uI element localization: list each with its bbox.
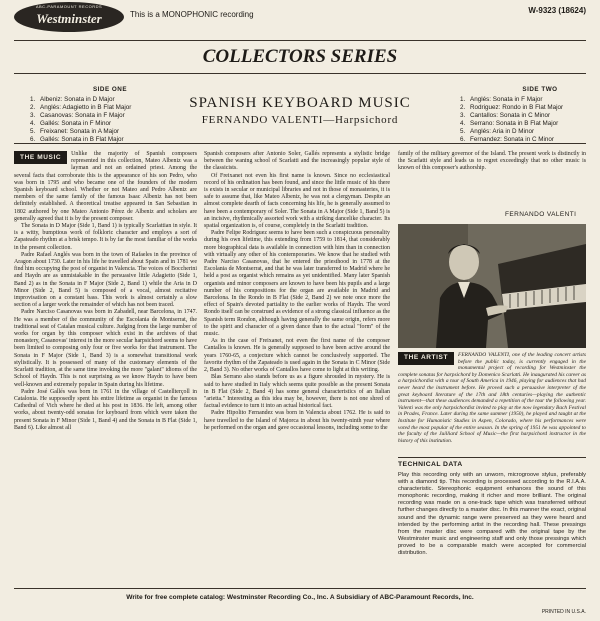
side-two-list <box>460 86 600 144</box>
notes-paragraph: Padre José Gallés was born in 1761 in the village of Castellterçoll in Catalonia. He supposedly spent his entire lifetime as organist in the famous Cathedral of Vich where he died at his post in 1836. He left, among other works, about twenty-odd sonatas for keyboard from which were taken the present Sonata in F Minor (Side 1, Band 4) and the Sonata in B Flat (Side 1, Band 6). Like almost all <box>14 388 197 431</box>
track-number: 5. <box>30 128 36 135</box>
notes-author-credit: FERNANDO VALENTI <box>505 211 577 218</box>
artist-bio-text: FERNANDO VALENTI, one of the leading concert artists before the public today, is currently engaged in the monumental project of recording for Westminster the complete sonatas for harpsichord by Domenico Scarlatti. He inaugurated his career as a harpsichordist with a tour of South America in 1946, playing for audiences that had never heard the instrument before. He proved such a persuasive interpreter of the great keyboard literature of the 17th and 18th centuries—playing the authentic instrument—that these audiences demanded a repetition of the tour the following year. Valenti was the only harpsichordist invited to play at the now legendary Bach Festival in Prades, France. Later during the same summer (1950), he played and taught at the Institute for Humanistic Studies in Aspen, Colorado, where his performances were voted the most popular of the entire season. In the spring of 1951 he was appointed to the faculty of the Juilliard School of Music—the first harpsichord instructor in the history of this institution. <box>398 352 586 444</box>
track-item <box>460 128 600 136</box>
notes-paragraph: Padre Rafael Anglés was born in the town of Rafaeles in the province of Aragon about 1730. Later in his life he travelled about Spain and in 1781 we find him occupying the post of organist in Valencia. The voices of Boccherini and Haydn are as unmistakable in the persuasive little Adagietto (Side 1, Band 2) as in the Sonata in F Major (Side 2, Band 1) while the Aria in D Minor (Side 2, Band 5) is composed of a vocal, almost recitative improvisation on a constant bass. This work is almost certainly a slow section of a larger work the remainder of which has not been traced. <box>14 251 197 309</box>
track-title: Anglés: Sonata in F Major <box>470 96 543 103</box>
track-number: 5. <box>460 128 466 135</box>
artist-bio <box>398 352 586 444</box>
track-number: 4. <box>460 120 466 127</box>
notes-paragraph: Padre Narciso Casanovas was born in Zabadell, near Barcelona, in 1747. He was a member of the community of the Escolania de Montserrat, the traditional seat of Catalan musical culture. Judging from the large number of works for organ by this composer which exist in the archives of that monastery, Casanovas' interest in the more secular harpsichord seems to have been limited to composing only four or five works for that instrument. The Sonata in F Major (Side 1, Band 3) is a somewhat transitional work stylistically. It is possessed of many of the customary elements of the Scarlatti tradition, at the same time invoking the more "galant" idioms of the School of Haydn. This is not surprising as we know Haydn to have been well-known and extremely popular in Spain during his lifetime. <box>14 309 197 388</box>
technical-data-heading: TECHNICAL DATA <box>398 461 463 468</box>
printed-in-usa: PRINTED IN U.S.A. <box>541 609 586 615</box>
side-one-heading: SIDE ONE <box>92 86 128 93</box>
monophonic-note: This is a MONOPHONIC recording <box>130 10 254 19</box>
catalog-number: W-9323 (18624) <box>528 6 586 15</box>
track-title: Anglés: Adagietto in B Flat Major <box>40 104 132 111</box>
track-title: Serrano: Sonata in B Flat Major <box>470 120 559 127</box>
header-rule-bottom <box>14 73 586 74</box>
series-title: COLLECTORS SERIES <box>202 46 398 67</box>
track-number: 2. <box>30 104 36 111</box>
track-title: Gallés: Sonata in B Flat Major <box>40 136 124 143</box>
technical-rule <box>398 457 586 458</box>
music-notes-column-3 <box>398 151 586 173</box>
album-title: SPANISH KEYBOARD MUSIC <box>189 95 411 111</box>
track-title: Freixanet: Sonata in A Major <box>40 128 120 135</box>
track-item <box>30 96 190 104</box>
track-item <box>30 104 190 112</box>
track-item <box>460 96 600 104</box>
track-number: 6. <box>460 136 466 143</box>
section-rule <box>14 143 586 144</box>
track-number: 1. <box>30 96 36 103</box>
notes-paragraph: Padre Hipolito Fernandez was born in Valencia about 1762. He is said to have travelled to the Island of Majorca in about his twenty-ninth year where he performed on the organ and gave occasional lessons, including some to the <box>204 410 390 431</box>
notes-paragraph: The Sonata in D Major (Side 1, Band 1) is typically Scarlattian in style. It is a witty, bumptious work of folkloric character and employs a sort of Zapateado rhythm at a brisk tempo. It is by far the most familiar of the works in the present collection. <box>14 223 197 251</box>
harpsichordist-photo-icon <box>398 224 586 348</box>
side-two-heading: SIDE TWO <box>522 86 558 93</box>
notes-paragraph: As in the case of Freixanet, not even the first name of the composer Cantallos is known. He is generally supposed to have been active around the years 1760-65, a conjecture which cannot be conclusively supported. The favorite rhythm of the Zapateado is used again in the Sonata in C Minor (Side 2, Band 3). No other works of Cantallos have come to light at this writing. <box>204 338 390 374</box>
track-title: Rodriguez: Rondo in B Flat Major <box>470 104 564 111</box>
track-number: 3. <box>30 112 36 119</box>
track-item <box>460 104 600 112</box>
the-music-label: THE MUSIC <box>14 151 67 164</box>
track-title: Fernandez: Sonata in C Minor <box>470 136 555 143</box>
music-notes-column-2 <box>204 151 390 432</box>
track-number: 3. <box>460 112 466 119</box>
header-rule-top <box>14 40 586 41</box>
track-item <box>460 120 600 128</box>
track-item <box>30 120 190 128</box>
track-title: Albeniz: Sonata in D Major <box>40 96 115 103</box>
westminster-logo <box>14 2 124 32</box>
track-title: Cantallos: Sonata in C Minor <box>470 112 551 119</box>
notes-paragraph: Blas Serrano also stands before us as a figure shrouded in mystery. He is said to have studied in Italy which seems quite possible as the present Sonata in B Flat (Side 2, Band 4) has some general characteristics of an Italian "arietta." Interesting as this idea may be, however, there is not one shred of factual evidence to turn it into an actual historical fact. <box>204 374 390 410</box>
logo-parent-label: ABC-PARAMOUNT RECORDS <box>35 4 103 9</box>
track-title: Gallés: Sonata in F Minor <box>40 120 112 127</box>
track-item <box>30 128 190 136</box>
footer-rule <box>14 588 586 589</box>
track-title: Casanovas: Sonata in F Major <box>40 112 125 119</box>
track-title: Anglés: Aria in D Minor <box>470 128 535 135</box>
artist-photo <box>398 224 586 348</box>
track-number: 4. <box>30 120 36 127</box>
music-notes-column-1 <box>14 151 197 432</box>
notes-paragraph: Padre Felipe Rodriguez seems to have been such a conspicuous personality during his own lifetime, this extending from 1759 to 1814, that considerably more biographical data is available in connection with him than in connection with virtually any other of his contemporaries. We know that he studied with Padre Narciso Casanovas, that he entered the priesthood in 1778 at the Escolania de Montserrat, and that he was later transferred to Madrid where he held a post as organist which remains as yet unidentified. Many later Spanish organists and minor composers are known to have been his pupils and a large number of his compositions for the organ are available in Madrid and Barcelona. In the Rondo in B Flat (Side 2, Band 2) we note once more the effect of Spain's devoted partiality to the earlier works of Haydn. The word Rondo itself can be construed as evidence of a strong classical influence as the Spanish term Rondon, although having generally the same origin, refers more to the spirit and character of a given dance than to the actual "form" of the music. <box>204 230 390 338</box>
logo-brand: Westminster <box>36 11 102 26</box>
catalog-footer-note: Write for free complete catalog: Westminster Recording Co., Inc. A Subsidiary of ABC-Paramount Records, Inc. <box>126 594 474 601</box>
notes-paragraph: Spanish composers after Antonio Soler, Gallés represents a stylistic bridge between the waning school of Scarlatti and the increasingly popular style of the classicists. <box>204 151 390 172</box>
track-number: 2. <box>460 104 466 111</box>
track-number: 1. <box>460 96 466 103</box>
technical-data-text: Play this recording only with an unworn, microgroove stylus, preferably with a diamond tip. This recording is processed according to the R.I.A.A. characteristic. Stereophonic equipment enhances the sound of this monophonic recording, making it richer and more brilliant. The original recording was made on a one-track tape which was transferred without further changes directly to a master disc. In this manner the exact, original sound and the dynamic range were preserved as they were heard and intended by the performing artist in the recording hall. These pressings from the master disc were compared with the original tape by the Westminster music and engineering staff and only those pressings which proved to be a comparable match were accepted for commercial distribution. <box>398 472 586 557</box>
track-item <box>460 112 600 120</box>
track-item <box>30 112 190 120</box>
notes-paragraph: Unlike the majority of Spanish composers represented in this collection, Mateo Albeniz was a layman and not an ordained priest. Among the several facts that corroborate this is the appearance of his son Pedro, who was born in 1795 and who became one of the founders of the modern Spanish keyboard school. Whether or not Mateo and Pedro Albeniz are members of the same family of the famous Isaac Albeniz has not been definitely established. A theoretical treatise appeared in San Sebastian in 1802 authored by one Mateo Antonio Pérez de Albeniz and scholars are generally agreed that it is by the present composer. <box>14 151 197 222</box>
the-artist-label: THE ARTIST <box>398 352 454 365</box>
notes-paragraph: Of Freixanet not even his first name is known. Since no ecclesiastical record of his ordination has been found, and since the little music of his there is exists in secular or municipal libraries and not in those of monasteries, it is safe to assume that, like Mateo Albeniz, he was not a clergyman. Despite an almost complete dearth of facts concerning his life, he is generally assumed to have been a contemporary of Soler. The Sonata in A Major (Side 1, Band 5) is an incisive, rhythmically assorted work with a striking dancelike character. Its spatial organization is, of course, completely in the Scarlatti tradition. <box>204 172 390 230</box>
column-three-paragraph: family of the military governor of the Island. The present work is distinctly in the Scarlatti style and leads us to regret exceedingly that no other music is known of this composer's authorship. <box>398 151 586 172</box>
track-number: 6. <box>30 136 36 143</box>
performer-line: FERNANDO VALENTI—Harpsichord <box>201 114 399 126</box>
side-one-list <box>30 86 190 144</box>
